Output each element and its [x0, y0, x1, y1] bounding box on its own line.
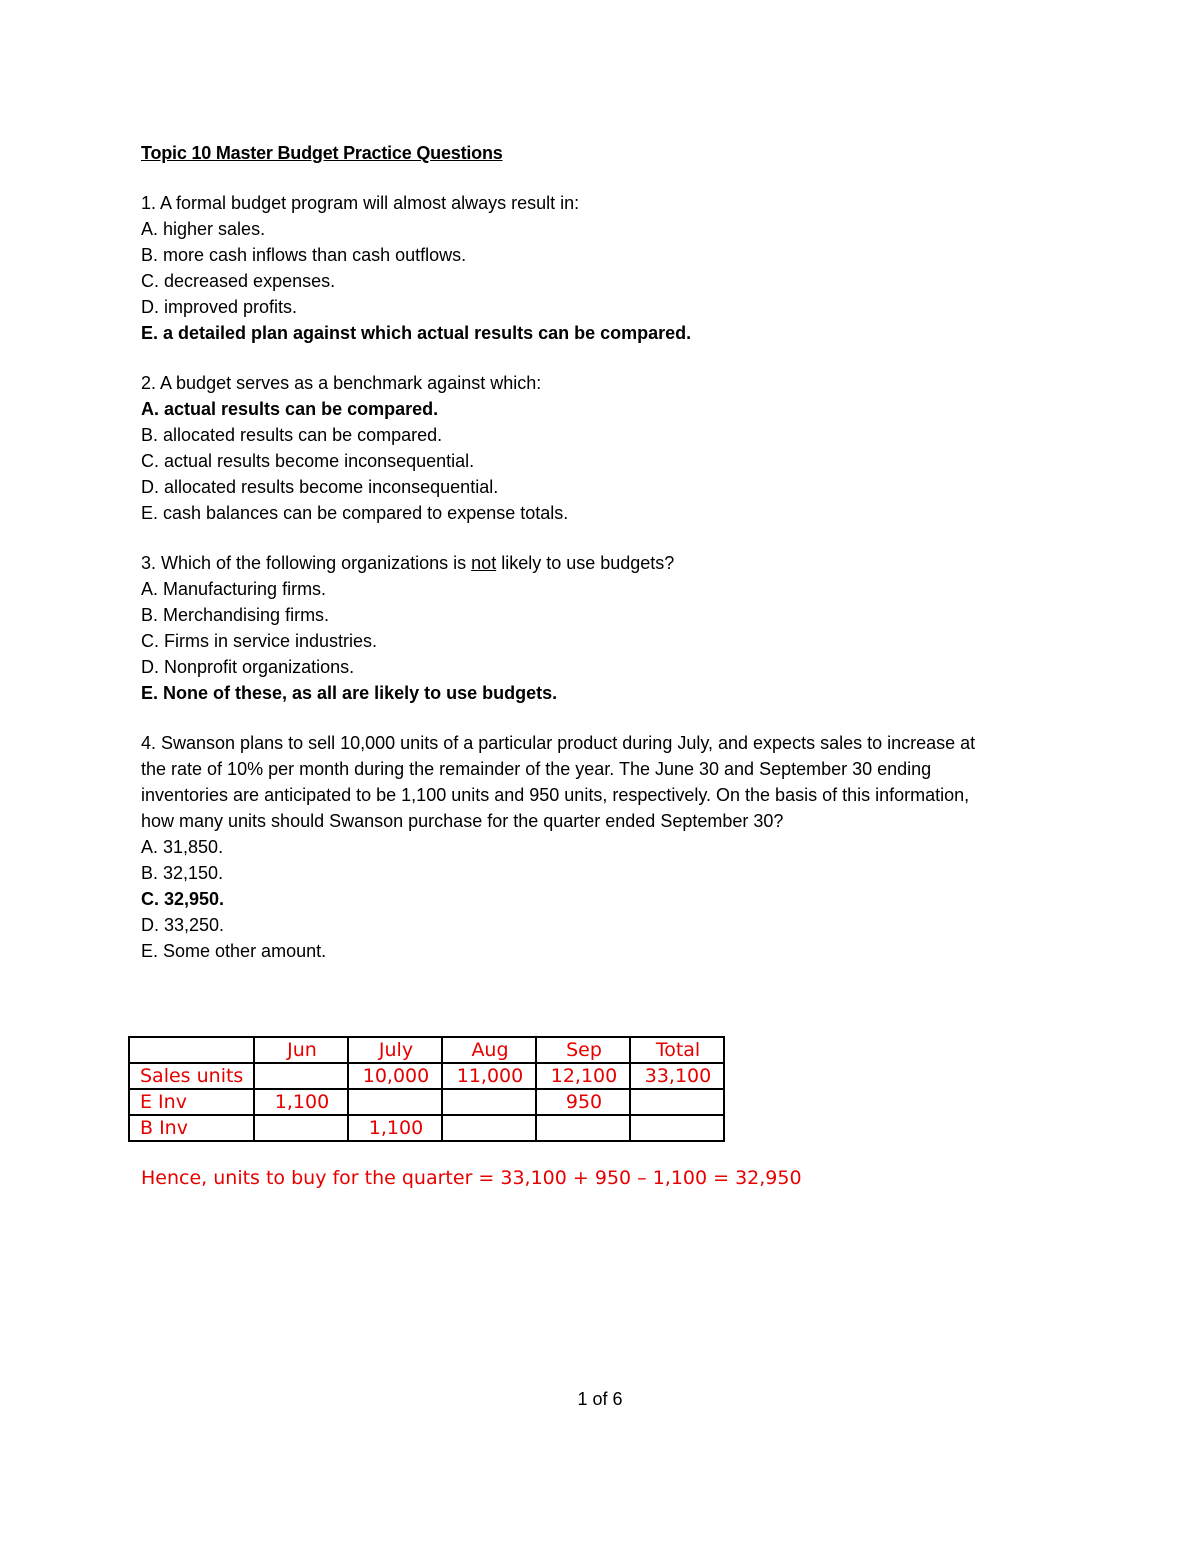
- question-4-stem-line: inventories are anticipated to be 1,100 units and 950 units, respectively. On the basis of this information,: [141, 785, 970, 805]
- table-row: [129, 1063, 724, 1089]
- page-number: 1 of 6: [577, 1389, 623, 1409]
- question-3: [141, 550, 1071, 706]
- question-1-option-d: D. improved profits.: [141, 297, 298, 317]
- question-2-option-a-answer: A. actual results can be compared.: [141, 399, 439, 419]
- question-1-stem: 1. A formal budget program will almost always result in:: [141, 193, 580, 213]
- question-2-option-e: E. cash balances can be compared to expense totals.: [141, 503, 569, 523]
- question-1-option-c: C. decreased expenses.: [141, 271, 336, 291]
- question-3-option-e-answer: E. None of these, as all are likely to use budgets.: [141, 683, 558, 703]
- table-header-cell: [129, 1037, 254, 1063]
- question-4-option-e: E. Some other amount.: [141, 941, 327, 961]
- question-4-option-d: D. 33,250.: [141, 915, 225, 935]
- table-cell: 11,000: [442, 1063, 536, 1089]
- question-4-option-c-answer: C. 32,950.: [141, 889, 225, 909]
- table-row: [129, 1115, 724, 1141]
- question-4-option-a: A. 31,850.: [141, 837, 224, 857]
- question-3-stem-emphasis: not: [471, 553, 497, 573]
- question-3-stem: [141, 550, 1071, 576]
- question-3-option-a: A. Manufacturing firms.: [141, 579, 327, 599]
- question-2-option-d: D. allocated results become inconsequential.: [141, 477, 499, 497]
- question-2-option-b: B. allocated results can be compared.: [141, 425, 443, 445]
- table-header-cell: Jun: [254, 1037, 348, 1063]
- table-cell: [442, 1115, 536, 1141]
- question-3-option-b: B. Merchandising firms.: [141, 605, 330, 625]
- table-cell: [254, 1115, 348, 1141]
- table-cell: 10,000: [348, 1063, 442, 1089]
- table-row-label: Sales units: [129, 1063, 254, 1089]
- question-3-option-d: D. Nonprofit organizations.: [141, 657, 355, 677]
- question-3-stem-end: likely to use budgets?: [496, 553, 675, 573]
- table-cell: [630, 1115, 724, 1141]
- question-4-stem-line: the rate of 10% per month during the remainder of the year. The June 30 and September 30 ending: [141, 759, 932, 779]
- inventory-calculation-table: [128, 1036, 725, 1142]
- question-2-option-c: C. actual results become inconsequential.: [141, 451, 475, 471]
- table-cell: [630, 1089, 724, 1115]
- table-cell: [442, 1089, 536, 1115]
- table-cell: 1,100: [254, 1089, 348, 1115]
- table-cell: 12,100: [536, 1063, 630, 1089]
- question-2: [141, 370, 1071, 526]
- table-header-cell: July: [348, 1037, 442, 1063]
- table-header-row: [129, 1037, 724, 1063]
- document-body: [141, 140, 1071, 988]
- question-1-option-e-answer: E. a detailed plan against which actual results can be compared.: [141, 323, 692, 343]
- table-cell: 33,100: [630, 1063, 724, 1089]
- table-cell: [536, 1115, 630, 1141]
- question-4-stem-line: how many units should Swanson purchase for the quarter ended September 30?: [141, 811, 784, 831]
- question-4: [141, 730, 1071, 964]
- question-3-stem-start: 3. Which of the following organizations is: [141, 553, 472, 573]
- question-1-option-a: A. higher sales.: [141, 219, 266, 239]
- table-header-cell: Sep: [536, 1037, 630, 1063]
- table-header-cell: Total: [630, 1037, 724, 1063]
- question-4-stem-line: 4. Swanson plans to sell 10,000 units of a particular product during July, and expects sales to increase at: [141, 733, 976, 753]
- table-cell: [348, 1089, 442, 1115]
- table-cell: 1,100: [348, 1115, 442, 1141]
- table-row-label: E Inv: [129, 1089, 254, 1115]
- table-cell: [254, 1063, 348, 1089]
- page-title: Topic 10 Master Budget Practice Questions: [141, 143, 503, 163]
- question-1-option-b: B. more cash inflows than cash outflows.: [141, 245, 467, 265]
- question-4-option-b: B. 32,150.: [141, 863, 224, 883]
- question-2-stem: 2. A budget serves as a benchmark against which:: [141, 373, 542, 393]
- table-header-cell: Aug: [442, 1037, 536, 1063]
- solution-note: Hence, units to buy for the quarter = 33,100 + 950 – 1,100 = 32,950: [141, 1167, 802, 1189]
- question-3-option-c: C. Firms in service industries.: [141, 631, 378, 651]
- table-row: [129, 1089, 724, 1115]
- table-row-label: B Inv: [129, 1115, 254, 1141]
- question-1: [141, 190, 1071, 346]
- table-cell: 950: [536, 1089, 630, 1115]
